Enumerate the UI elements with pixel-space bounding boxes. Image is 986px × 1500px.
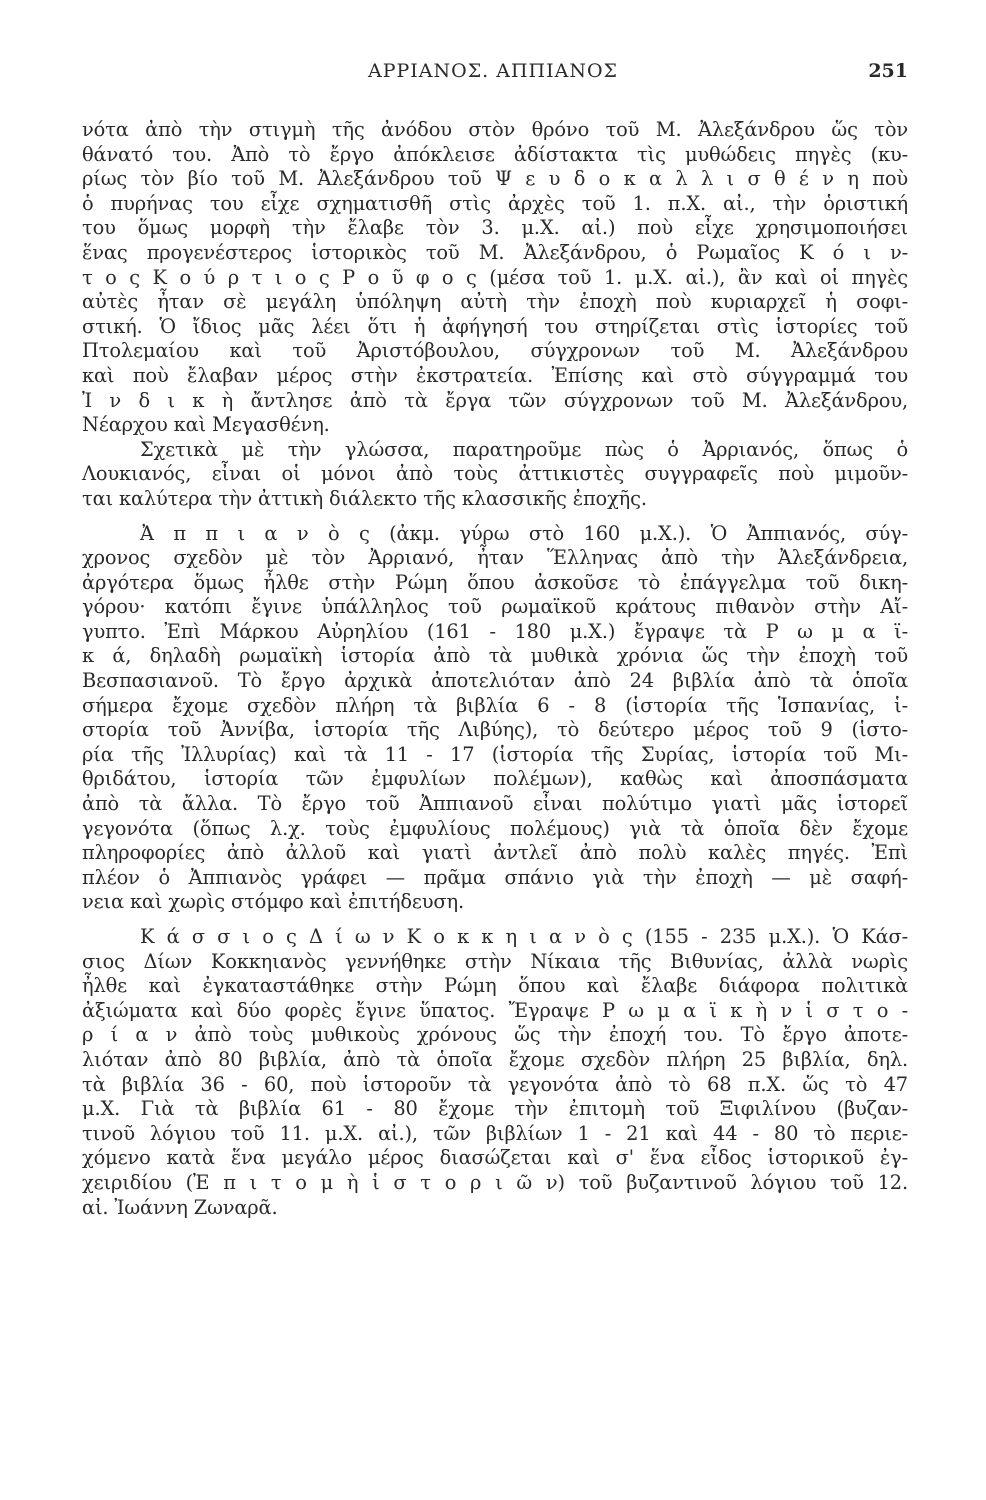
body-text <box>82 118 908 1220</box>
text-line: αὐτὲς ἦταν σὲ μεγάλη ὑπόληψη αὐτὴ τὴν ἐποχὴ ποὺ κυριαρχεῖ ἡ σοφι- <box>82 290 908 314</box>
text-line: χρονος σχεδὸν μὲ τὸν Ἀρριανό, ἦταν Ἕλληνας ἀπὸ τὴν Ἀλεξάνδρεια, <box>82 546 908 570</box>
paragraph-continuation <box>82 118 908 438</box>
text-line: τ ο ς Κ ο ύ ρ τ ι ο ς Ρ ο ῦ φ ο ς (μέσα τοῦ 1. μ.Χ. αἰ.), ἂν καὶ οἱ πηγὲς <box>82 265 908 289</box>
text-line: Βεσπασιανοῦ. Τὸ ἔργο ἀρχικὰ ἀποτελιόταν ἀπὸ 24 βιβλία ἀπὸ τὰ ὁποῖα <box>82 669 908 693</box>
text-line: χόμενο κατὰ ἕνα μεγάλο μέρος διασώζεται καὶ σ' ἕνα εἶδος ἱστορικοῦ ἐγ- <box>82 1146 908 1170</box>
text-line: ἀργότερα ὅμως ἦλθε στὴν Ρώμη ὅπου ἀσκοῦσε τὸ ἐπάγγελμα τοῦ δικη- <box>82 570 908 594</box>
running-head <box>0 60 986 90</box>
text-line: Πτολεμαίου καὶ τοῦ Ἀριστόβουλου, σύγχρονων τοῦ Μ. Ἀλεξάνδρου <box>82 339 908 363</box>
text-line: τινοῦ λόγιου τοῦ 11. μ.Χ. αἰ.), τῶν βιβλίων 1 - 21 καὶ 44 - 80 τὸ περιε- <box>82 1121 908 1145</box>
text-line: Ἰ ν δ ι κ ὴ ἄντλησε ἀπὸ τὰ ἔργα τῶν σύγχρονων τοῦ Μ. Ἀλεξάνδρου, <box>82 388 908 412</box>
text-line: αἰ. Ἰωάννη Ζωναρᾶ. <box>82 1195 278 1219</box>
text-line: ται καλύτερα τὴν ἀττικὴ διάλεκτο τῆς κλασσικῆς ἐποχῆς. <box>82 486 647 510</box>
text-line: τὰ βιβλία 36 - 60, ποὺ ἱστοροῦν τὰ γεγονότα ἀπὸ τὸ 68 π.Χ. ὥς τὸ 47 <box>82 1072 908 1096</box>
text-line: καὶ ποὺ ἔλαβαν μέρος στὴν ἐκστρατεία. Ἐπίσης καὶ στὸ σύγγραμμά του <box>82 363 908 387</box>
text-line: μ.Χ. Γιὰ τὰ βιβλία 61 - 80 ἔχομε τὴν ἐπιτομὴ τοῦ Ξιφιλίνου (βυζαν- <box>82 1097 908 1121</box>
text-line: θριδάτου, ἱστορία τῶν ἐμφυλίων πολέμων), καθὼς καὶ ἀποσπάσματα <box>82 767 908 791</box>
paragraph-language <box>82 438 908 512</box>
text-line: ἕνας προγενέστερος ἱστορικὸς τοῦ Μ. Ἀλεξάνδρου, ὁ Ρωμαῖος Κ ό ι ν- <box>82 240 908 264</box>
text-line: στορία τοῦ Ἀννίβα, ἱστορία τῆς Λιβύης), τὸ δεύτερο μέρος τοῦ 9 (ἱστο- <box>82 718 908 742</box>
paragraph-gap <box>82 512 908 522</box>
text-line: Κ ά σ σ ι ο ς Δ ί ω ν Κ ο κ κ η ι α ν ὸ ς (155 - 235 μ.Χ.). Ὁ Κάσ- <box>140 925 908 948</box>
text-line: στική. Ὁ ἴδιος μᾶς λέει ὅτι ἡ ἀφήγησή του στηρίζεται στὶς ἱστορίες τοῦ <box>82 314 908 338</box>
text-line: γεγονότα (ὅπως λ.χ. τοὺς ἐμφυλίους πολέμους) γιὰ τὰ ὁποῖα δὲν ἔχομε <box>82 816 908 840</box>
text-line: νότα ἀπὸ τὴν στιγμὴ τῆς ἀνόδου στὸν θρόνο τοῦ Μ. Ἀλεξάνδρου ὥς τὸν <box>82 118 908 141</box>
text-line: πληροφορίες ἀπὸ ἀλλοῦ καὶ γιατὶ ἀντλεῖ ἀπὸ πολὺ καλὲς πηγές. Ἐπὶ <box>82 841 908 865</box>
paragraph-kassios-dion <box>82 925 908 1220</box>
text-line: ἀξιώματα καὶ δύο φορὲς ἔγινε ὕπατος. Ἔγραψε Ρ ω μ α ϊ κ ὴ ν ἱ σ τ ο - <box>82 998 908 1022</box>
text-line: Σχετικὰ μὲ τὴν γλώσσα, παρατηροῦμε πὼς ὁ Ἀρριανός, ὅπως ὁ <box>140 437 908 461</box>
text-line: Νέαρχου καὶ Μεγασθένη. <box>82 413 330 437</box>
text-line: χειριδίου (Ἐ π ι τ ο μ ὴ ἱ σ τ ο ρ ι ῶ ν) τοῦ βυζαντινοῦ λόγιου τοῦ 12. <box>82 1170 908 1194</box>
text-line: πλέον ὁ Ἀππιανὸς γράφει — πρᾶμα σπάνιο γιὰ τὴν ἐποχὴ — μὲ σαφή- <box>82 865 908 889</box>
paragraph-appianos <box>82 522 908 916</box>
text-line: ὁ πυρήνας του εἶχε σχηματισθῆ στὶς ἀρχὲς τοῦ 1. π.Χ. αἰ., τὴν ὁριστική <box>82 191 908 215</box>
page-number: 251 <box>868 60 908 82</box>
text-line: ρ ί α ν ἀπὸ τοὺς μυθικοὺς χρόνους ὥς τὴν ἐποχή του. Τὸ ἔργο ἀποτε- <box>82 1023 908 1047</box>
text-line: ρία τῆς Ἰλλυρίας) καὶ τὰ 11 - 17 (ἱστορία τῆς Συρίας, ἱστορία τοῦ Μι- <box>82 742 908 766</box>
text-line: θάνατό του. Ἀπὸ τὸ ἔργο ἀπόκλεισε ἀδίστακτα τὶς μυθώδεις πηγὲς (κυ- <box>82 142 908 166</box>
running-title: ΑΡΡΙΑΝΟΣ. ΑΠΠΙΑΝΟΣ <box>368 60 618 82</box>
text-line: σήμερα ἔχομε σχεδὸν πλήρη τὰ βιβλία 6 - 8 (ἱστορία τῆς Ἱσπανίας, ἱ- <box>82 693 908 717</box>
paragraph-gap <box>82 915 908 925</box>
text-line: νεια καὶ χωρὶς στόμφο καὶ ἐπιτήδευση. <box>82 890 464 914</box>
text-line: Ἀ π π ι α ν ὸ ς (ἀκμ. γύρω στὸ 160 μ.Χ.). Ὁ Ἀππιανός, σύγ- <box>140 521 908 545</box>
text-line: λιόταν ἀπὸ 80 βιβλία, ἀπὸ τὰ ὁποῖα ἔχομε σχεδὸν πλήρη 25 βιβλία, δηλ. <box>82 1047 908 1071</box>
text-line: σιος Δίων Κοκκηιανὸς γεννήθηκε στὴν Νίκαια τῆς Βιθυνίας, ἀλλὰ νωρὶς <box>82 949 908 973</box>
text-line: Λουκιανός, εἶναι οἱ μόνοι ἀπὸ τοὺς ἀττικιστὲς συγγραφεῖς ποὺ μιμοῦν- <box>82 462 908 486</box>
text-line: γόρου· κατόπι ἔγινε ὑπάλληλος τοῦ ρωμαϊκοῦ κράτους πιθανὸν στὴν Αἴ- <box>82 595 908 619</box>
text-line: κ ά, δηλαδὴ ρωμαϊκὴ ἱστορία ἀπὸ τὰ μυθικὰ χρόνια ὥς τὴν ἐποχὴ τοῦ <box>82 644 908 668</box>
text-line: ἀπὸ τὰ ἄλλα. Τὸ ἔργο τοῦ Ἀππιανοῦ εἶναι πολύτιμο γιατὶ μᾶς ἱστορεῖ <box>82 792 908 816</box>
text-line: γυπτο. Ἐπὶ Μάρκου Αὐρηλίου (161 - 180 μ.Χ.) ἔγραψε τὰ Ρ ω μ α ϊ- <box>82 619 908 643</box>
text-line: ἦλθε καὶ ἐγκαταστάθηκε στὴν Ρώμη ὅπου καὶ ἔλαβε διάφορα πολιτικὰ <box>82 974 908 998</box>
text-line: του ὅμως μορφὴ τὴν ἔλαβε τὸν 3. μ.Χ. αἰ.) ποὺ εἶχε χρησιμοποιήσει <box>82 216 908 240</box>
text-line: ρίως τὸν βίο τοῦ Μ. Ἀλεξάνδρου τοῦ Ψ ε υ δ ο κ α λ λ ι σ θ έ ν η ποὺ <box>82 167 908 191</box>
